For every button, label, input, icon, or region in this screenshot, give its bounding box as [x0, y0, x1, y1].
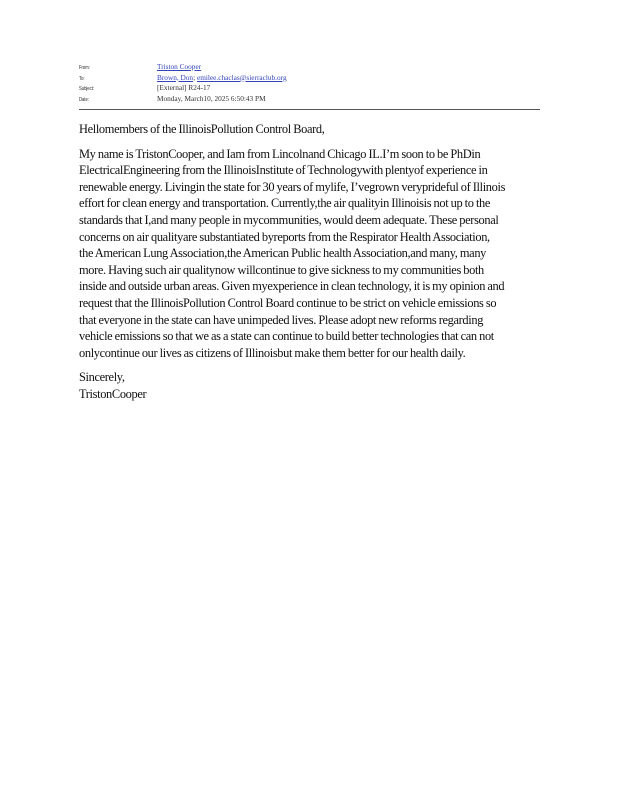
from-sender-link[interactable]: Triston Cooper — [157, 62, 202, 71]
date-row — [79, 94, 541, 105]
paragraph-line: ElectricalEngineering from the IllinoisInstitute of Technologywith plentyof experience in — [79, 163, 488, 178]
paragraph-line: inside and outside urban areas. Given myexperience in clean technology, it is my opinion and — [79, 279, 505, 294]
paragraph-line: more. Having such air qualitynow willcontinue to give sickness to my communities both — [79, 262, 484, 277]
date-label: Date: — [79, 96, 89, 103]
paragraph-line: the American Lung Association,the American Public health Association,and many, many — [79, 246, 487, 261]
paragraph-line: My name is TristonCooper, and Iam from Lincolnand Chicago IL.I’m soon to be PhDin — [79, 146, 481, 161]
to-row — [79, 73, 541, 84]
paragraph-line: vehicle emissions so that we as a state can continue to build better technologies that can not — [79, 329, 494, 344]
signature-name: TristonCooper — [79, 386, 147, 401]
from-label: From: — [79, 65, 90, 71]
subject-row — [79, 83, 541, 94]
paragraph-line: concerns on air qualityare substantiated byreports from the Respirator Health Association, — [79, 229, 490, 244]
subject-label: Subject: — [79, 86, 94, 92]
letter-paragraph — [79, 146, 539, 362]
paragraph-line: request that the IllinoisPollution Control Board continue to be strict on vehicle emissions so — [79, 295, 497, 310]
letter-closing — [79, 369, 539, 402]
date-value: Monday, March10, 2025 6:50:43 PM — [157, 93, 266, 103]
email-header — [79, 62, 541, 104]
subject-value: [External] R24-17 — [157, 83, 211, 92]
to-label: To: — [79, 75, 85, 82]
header-divider — [79, 109, 540, 110]
from-row — [79, 62, 541, 73]
paragraph-line: onlycontinue our lives as citizens of Illinoisbut make them better for our health daily. — [79, 345, 466, 360]
to-recipient-link[interactable]: emilee.chaclas@sierraclub.org — [196, 72, 287, 82]
paragraph-line: effort for clean energy and transportation. Currently,the air qualityin Illinoisis not up to the — [79, 196, 491, 211]
letter-greeting: Hellomembers of the IllinoisPollution Control Board, — [79, 122, 325, 136]
paragraph-line: standards that I,and many people in mycommunities, would deem adequate. These personal — [79, 212, 499, 227]
closing-salutation: Sincerely, — [79, 370, 125, 385]
paragraph-line: that everyone in the state can have unimpeded lives. Please adopt new reforms regarding — [79, 312, 484, 327]
letter-body — [79, 121, 539, 403]
recipient-separator: ; — [193, 72, 197, 82]
paragraph-line: renewable energy. Livingin the state for 30 years of mylife, I’vegrown veryprideful of Illinois — [79, 179, 506, 194]
to-recipient-link[interactable]: Brown, Don — [157, 72, 194, 82]
